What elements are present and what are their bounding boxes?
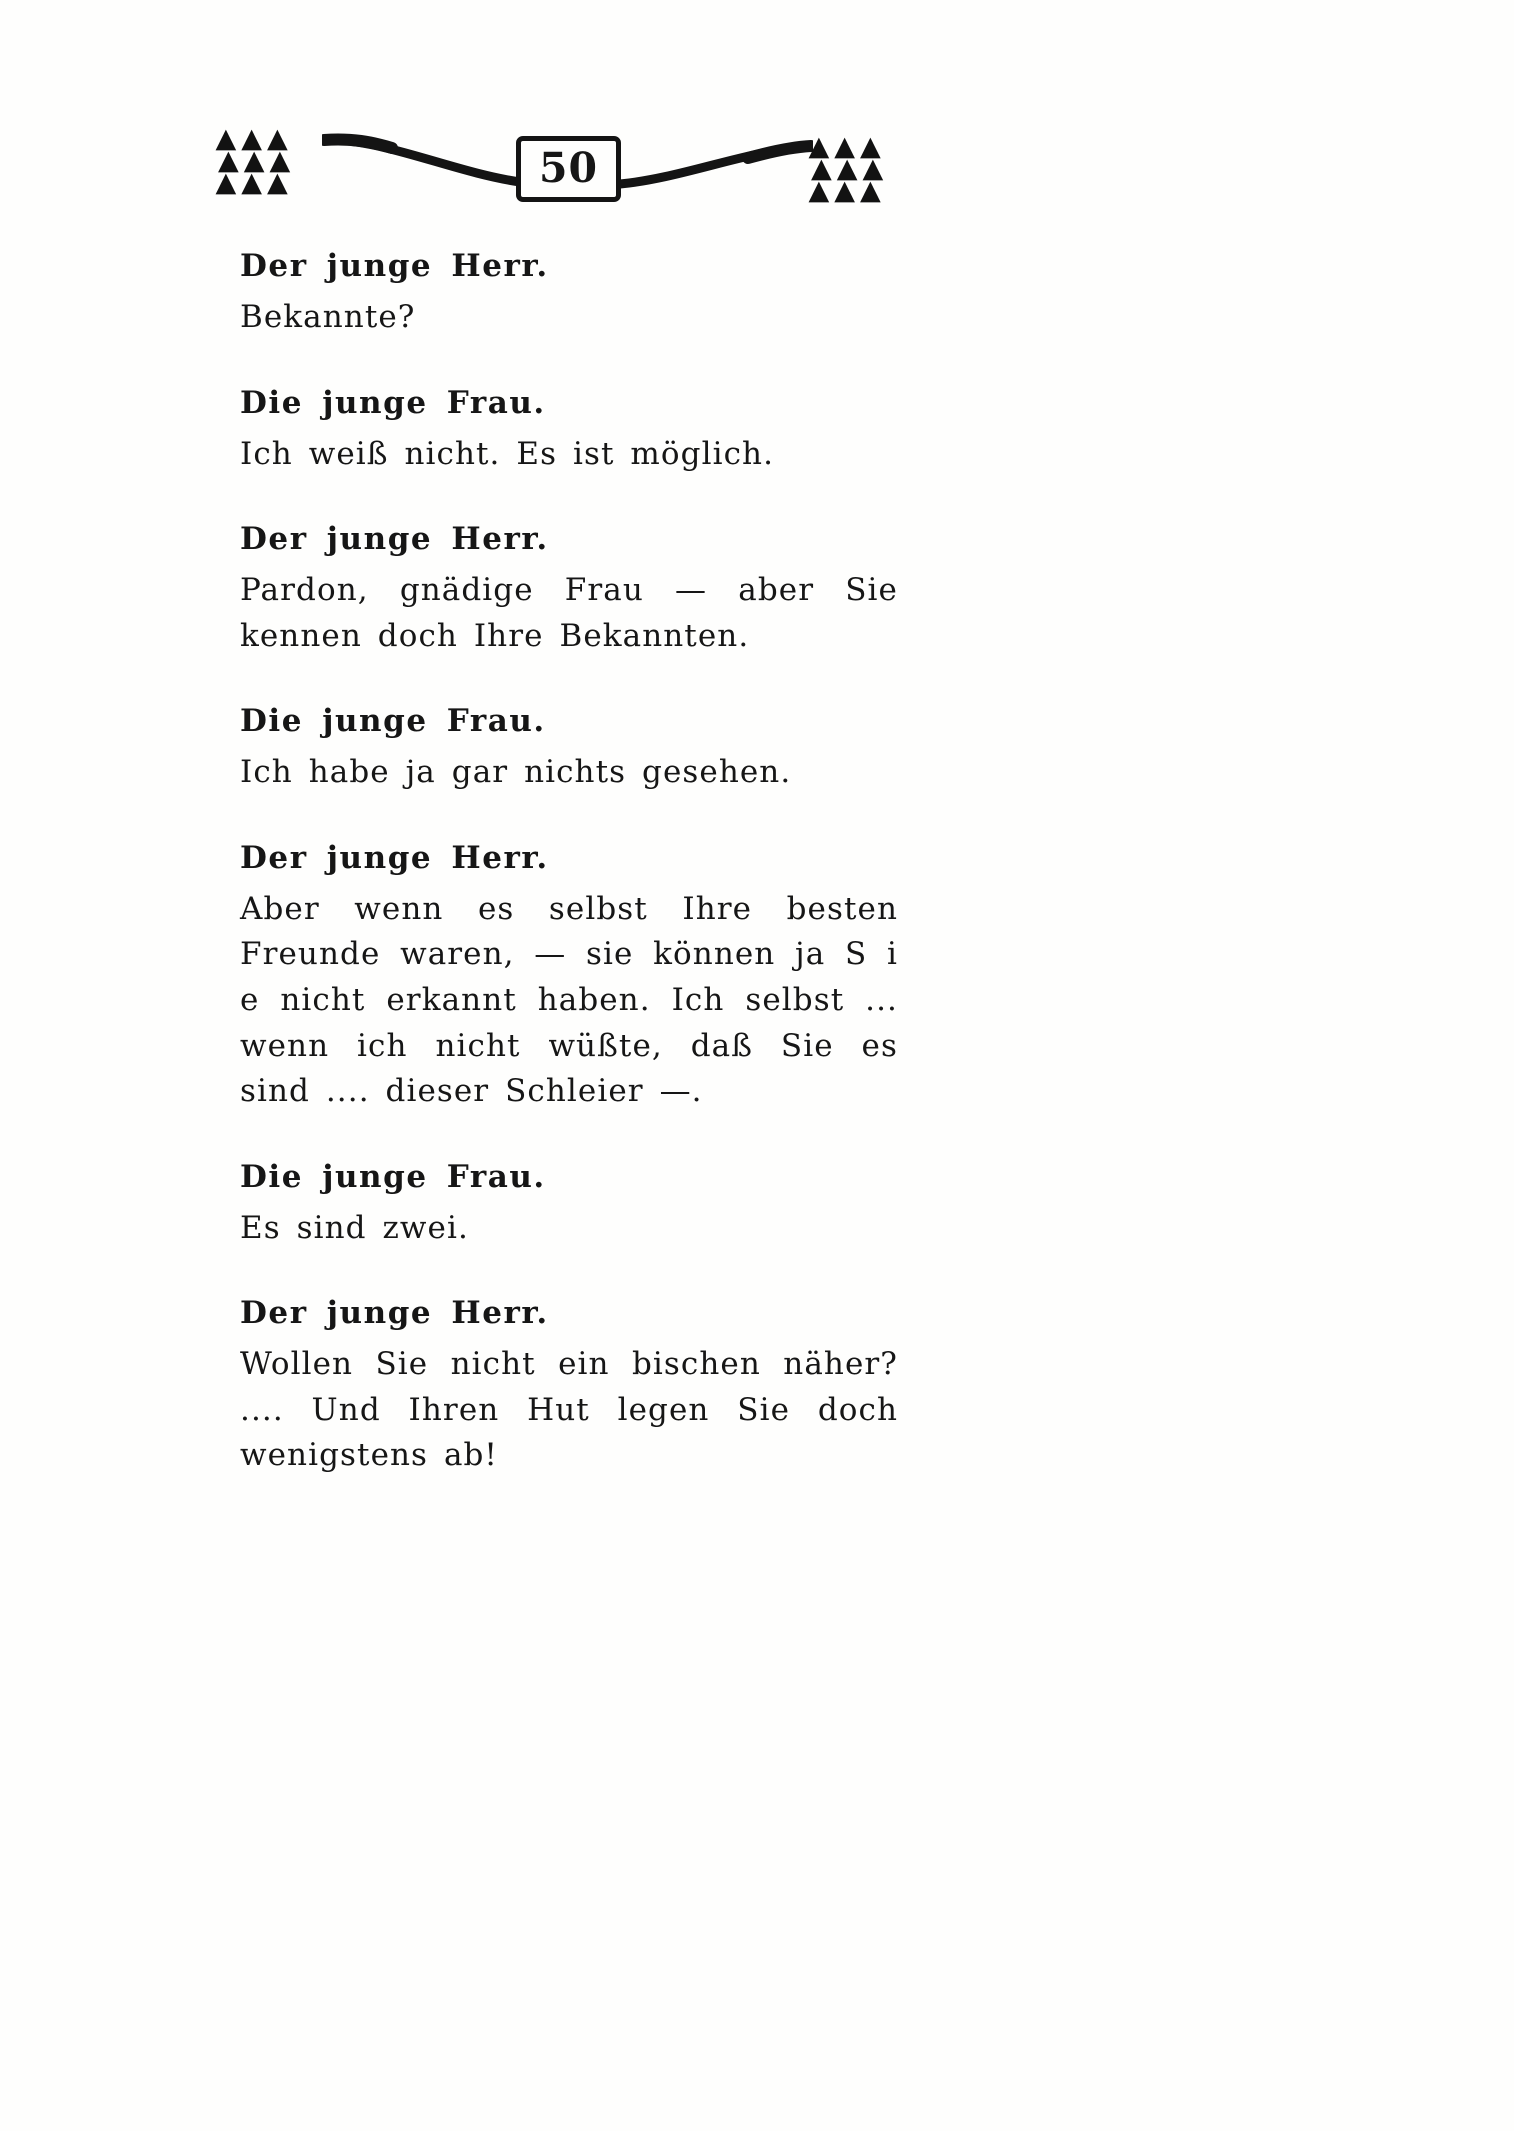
speech-text: Wollen Sie nicht ein bischen näher? .... Und Ihren Hut legen Sie doch wenigstens ab! bbox=[240, 1346, 898, 1474]
speech-text: Pardon, gnädige Frau — aber Sie kennen doch Ihre Bekannten. bbox=[240, 572, 898, 654]
ornament-row: ▲▲▲ bbox=[215, 167, 293, 198]
swash-line-right-icon bbox=[618, 138, 813, 198]
dialogue-block bbox=[240, 1295, 898, 1479]
dialogue-block bbox=[240, 840, 898, 1115]
ornament-triangles-left-icon bbox=[213, 123, 296, 198]
speaker-name: Die junge Frau. bbox=[240, 703, 546, 740]
speech-text: Ich habe ja gar nichts gesehen. bbox=[240, 754, 792, 791]
swash-line-left-icon bbox=[322, 130, 522, 196]
dialogue-block bbox=[240, 385, 898, 478]
ornament-row: ▲▲▲ bbox=[808, 131, 886, 162]
page-number-box bbox=[516, 136, 621, 202]
speaker-name: Der junge Herr. bbox=[240, 1295, 549, 1332]
speech-text: Es sind zwei. bbox=[240, 1209, 469, 1246]
dialogue-block bbox=[240, 703, 898, 796]
dialogue-content bbox=[240, 248, 898, 1523]
page-header bbox=[0, 0, 1514, 230]
page-number: 50 bbox=[538, 144, 599, 192]
ornament-row: ▲▲▲ bbox=[218, 145, 296, 176]
ornament-row: ▲▲▲ bbox=[215, 123, 293, 154]
dialogue-block bbox=[240, 248, 898, 341]
dialogue-block bbox=[240, 521, 898, 659]
speech-text: Ich weiß nicht. Es ist möglich. bbox=[240, 435, 775, 472]
speaker-name: Der junge Herr. bbox=[240, 248, 549, 284]
ornament-row: ▲▲▲ bbox=[811, 153, 889, 184]
speaker-name: Der junge Herr. bbox=[240, 521, 549, 558]
speech-text: Bekannte? bbox=[240, 299, 416, 335]
speaker-name: Die junge Frau. bbox=[240, 1158, 546, 1195]
speaker-name: Der junge Herr. bbox=[240, 839, 549, 876]
speaker-name: Die junge Frau. bbox=[240, 384, 546, 421]
ornament-triangles-right-icon bbox=[806, 131, 889, 206]
dialogue-block bbox=[240, 1159, 898, 1252]
ornament-row: ▲▲▲ bbox=[808, 175, 886, 206]
speech-text: Aber wenn es selbst Ihre besten Freunde waren, — sie können ja S i e nicht erkannt haben. Ich selbst ... wenn ich nicht wüßte, daß Sie es sind .... dieser Schleier —. bbox=[240, 890, 898, 1110]
